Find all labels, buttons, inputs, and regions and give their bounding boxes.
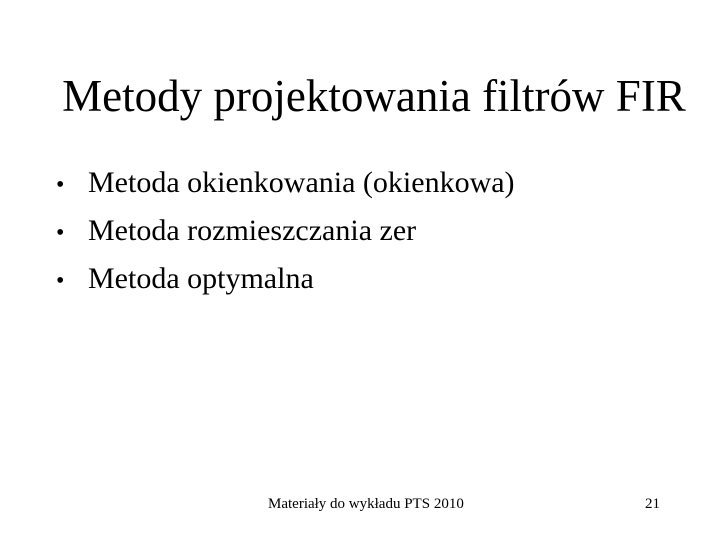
bullet-text: Metoda okienkowania (okienkowa) (88, 166, 515, 199)
slide-title: Metody projektowania filtrów FIR (62, 71, 686, 121)
bullet-list (56, 160, 515, 304)
bullet-icon: • (56, 268, 65, 294)
bullet-item (56, 160, 515, 208)
footer-text: Materiały do wykładu PTS 2010 (268, 496, 464, 512)
bullet-text: Metoda rozmieszczania zer (88, 214, 417, 247)
bullet-text: Metoda optymalna (88, 262, 314, 295)
bullet-item (56, 256, 515, 304)
bullet-item (56, 208, 515, 256)
bullet-icon: • (56, 220, 65, 246)
page-number: 21 (645, 496, 660, 512)
bullet-icon: • (56, 172, 65, 198)
